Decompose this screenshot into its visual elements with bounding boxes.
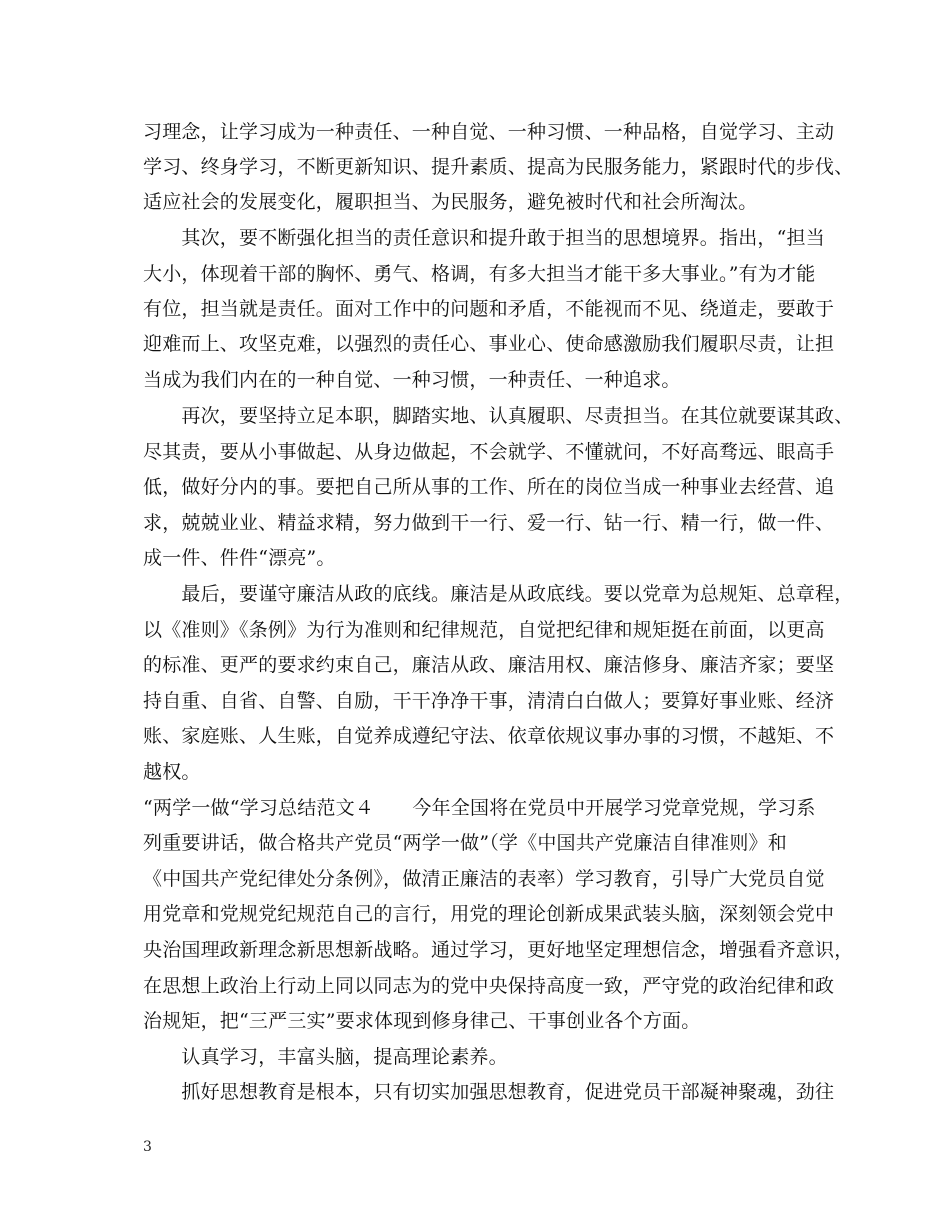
text-line: 治规矩，把“三严三实”要求体现到修身律己、干事创业各个方面。	[143, 1010, 701, 1032]
text-line: 越权。	[143, 761, 201, 783]
text-line: “两学一做“学习总结范文４ 今年全国将在党员中开展学习党章党规，学习系	[143, 797, 816, 819]
text-line: 低，做好分内的事。要把自己所从事的工作、所在的岗位当成一种事业去经营、追	[143, 476, 835, 498]
text-line: 用党章和党规党纪规范自己的言行，用党的理论创新成果武装头脑，深刻领会党中	[143, 903, 835, 925]
text-line: 央治国理政新理念新思想新战略。通过学习，更好地坚定理想信念，增强看齐意识，	[143, 939, 854, 961]
text-line: 抓好思想教育是根本，只有切实加强思想教育，促进党员干部凝神聚魂，劲往	[143, 1081, 835, 1103]
text-line: 的标准、更严的要求约束自己，廉洁从政、廉洁用权、廉洁修身、廉洁齐家；要坚	[143, 654, 835, 676]
text-line: 再次，要坚持立足本职，脚踏实地、认真履职、尽责担当。在其位就要谋其政、	[143, 405, 854, 427]
text-line: 《中国共产党纪律处分条例》，做清正廉洁的表率）学习教育，引导广大党员自觉	[143, 868, 825, 890]
text-line: 持自重、自省、自警、自励，干干净净干事，清清白白做人；要算好事业账、经济	[143, 690, 835, 712]
text-line: 学习、终身学习，不断更新知识、提升素质、提高为民服务能力，紧跟时代的步伐、	[143, 156, 854, 178]
text-line: 适应社会的发展变化，履职担当、为民服务，避免被时代和社会所淘汰。	[143, 191, 758, 213]
text-line: 成一件、件件“漂亮”。	[143, 547, 336, 569]
text-line: 认真学习，丰富头脑，提高理论素养。	[143, 1046, 508, 1068]
text-line: 有位，担当就是责任。面对工作中的问题和矛盾，不能视而不见、绕道走，要敢于	[143, 298, 835, 320]
text-line: 习理念，让学习成为一种责任、一种自觉、一种习惯、一种品格，自觉学习、主动	[143, 121, 835, 143]
page-number: 3	[143, 1139, 152, 1155]
text-line: 当成为我们内在的一种自觉、一种习惯，一种责任、一种追求。	[143, 369, 681, 391]
text-line: 尽其责，要从小事做起、从身边做起，不会就学、不懂就问，不好高骛远、眼高手	[143, 441, 835, 463]
text-line: 在思想上政治上行动上同以同志为的党中央保持高度一致，严守党的政治纪律和政	[143, 975, 835, 997]
text-line: 迎难而上、攻坚克难，以强烈的责任心、事业心、使命感激励我们履职尽责，让担	[143, 333, 835, 355]
text-line: 其次，要不断强化担当的责任意识和提升敢于担当的思想境界。指出，“担当	[143, 227, 825, 249]
text-line: 求，兢兢业业、精益求精，努力做到干一行、爱一行、钻一行、精一行，做一件、	[143, 512, 835, 534]
text-line: 大小，体现着干部的胸怀、勇气、格调，有多大担当才能干多大事业。”有为才能	[143, 263, 816, 285]
text-line: 账、家庭账、人生账，自觉养成遵纪守法、依章依规议事办事的习惯，不越矩、不	[143, 725, 835, 747]
text-line: 列重要讲话，做合格共产党员“两学一做”（学《中国共产党廉洁自律准则》和	[143, 832, 787, 854]
text-line: 以《准则》《条例》为行为准则和纪律规范，自觉把纪律和规矩挺在前面，以更高	[143, 619, 825, 641]
text-line: 最后，要谨守廉洁从政的底线。廉洁是从政底线。要以党章为总规矩、总章程，	[143, 583, 854, 605]
